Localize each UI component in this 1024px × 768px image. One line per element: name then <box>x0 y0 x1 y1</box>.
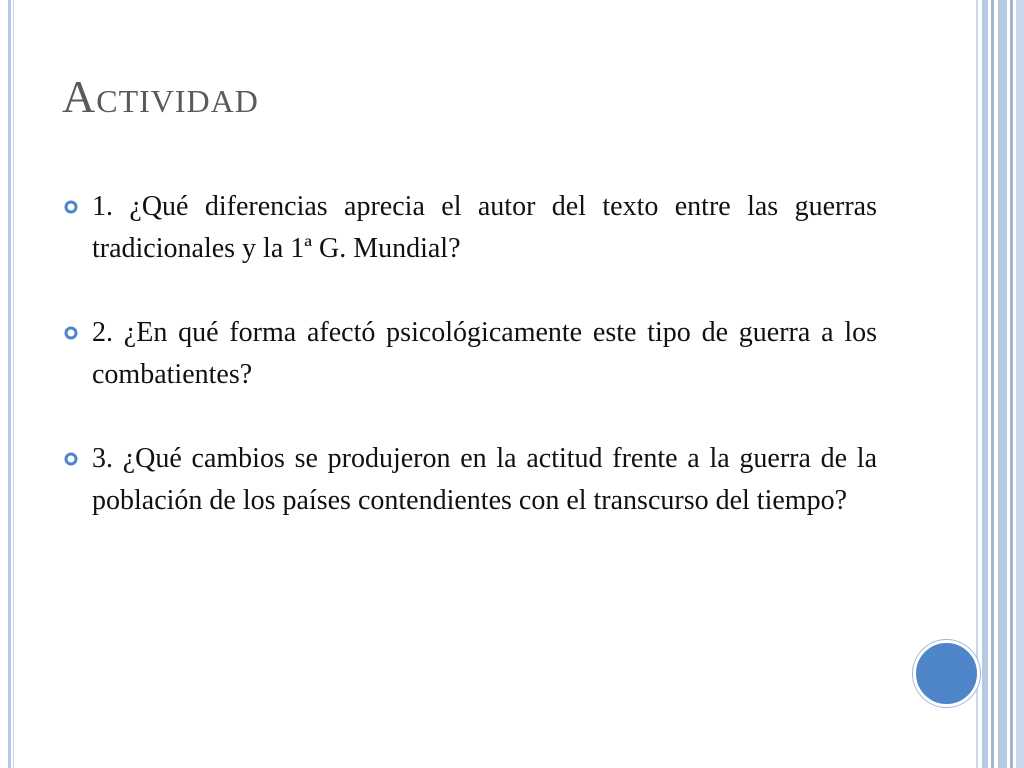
question-text: 2. ¿En qué forma afectó psicológicamente este tipo de guerra a los combatientes? <box>92 317 877 390</box>
ring-bullet-icon <box>64 326 78 340</box>
decorative-circle-icon <box>913 640 980 707</box>
question-item-3 <box>62 438 877 522</box>
left-frame-inner-line <box>13 0 14 768</box>
question-item-1 <box>62 186 877 270</box>
ring-bullet-icon <box>64 200 78 214</box>
right-stripe <box>1016 0 1024 768</box>
question-text: 1. ¿Qué diferencias aprecia el autor del texto entre las guerras tradicionales y la 1ª G. Mundial? <box>92 191 877 264</box>
question-list <box>62 186 877 564</box>
right-stripe <box>998 0 1007 768</box>
slide-title: Actividad <box>62 71 259 122</box>
right-stripe <box>976 0 978 768</box>
ring-bullet-icon <box>64 452 78 466</box>
right-stripe <box>1010 0 1013 768</box>
question-item-2 <box>62 312 877 396</box>
question-text: 3. ¿Qué cambios se produjeron en la actitud frente a la guerra de la población de los países contendientes con el transcurso del tiempo? <box>92 443 877 516</box>
right-stripe <box>991 0 994 768</box>
left-frame-line <box>8 0 11 768</box>
right-stripe <box>982 0 988 768</box>
